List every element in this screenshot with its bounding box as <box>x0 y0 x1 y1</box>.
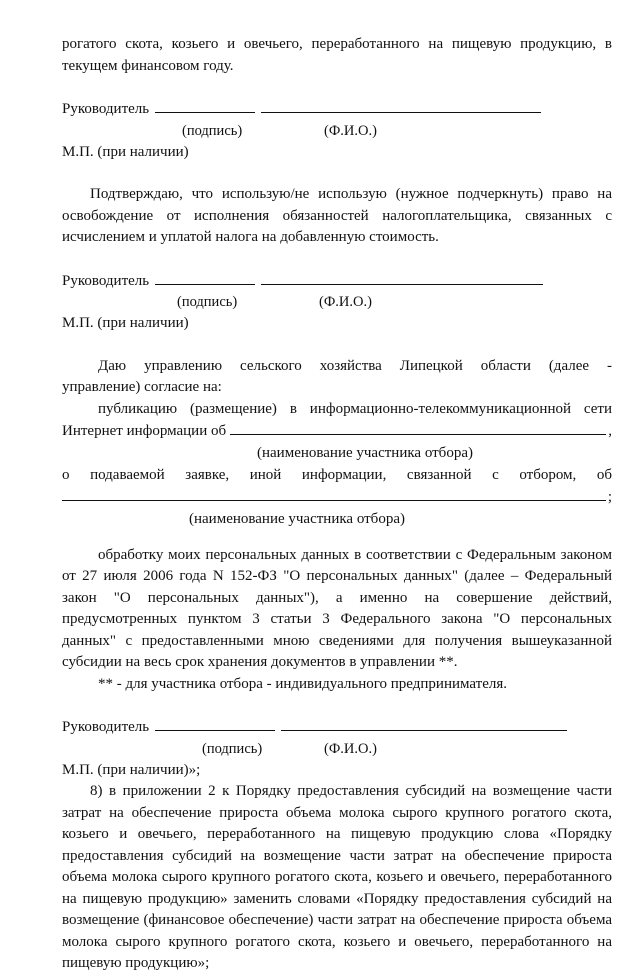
publication-line-2-end: , <box>608 423 612 439</box>
paragraph-processing: обработку моих персональных данных в соответствии с Федеральным законом от 27 июля 2006 года N 152-ФЗ "О персональных данных" (далее – Федеральный закон "О персональных данных"), а именно на совершение действий, предусмотренных пунктом 3 статьи 3 Федерального закона "О персональных данных" с предоставленными мною сведениями для получения вышеуказанной субсидии на весь срок хранения документов в управлении **. <box>62 546 612 670</box>
spacer <box>62 531 612 545</box>
participant-name-line <box>230 420 606 435</box>
document-page <box>62 34 612 975</box>
spacer <box>62 249 612 270</box>
name-line <box>261 98 541 113</box>
publication-line-1: публикацию (размещение) в информационно-телекоммуникационной сети <box>98 400 612 417</box>
signature-captions-3 <box>62 739 612 760</box>
head-label: Руководитель <box>62 719 150 735</box>
signature-line <box>155 716 275 731</box>
participant-name-line-2 <box>62 486 606 501</box>
name-line <box>261 270 543 285</box>
fio-caption: (Ф.И.О.) <box>319 294 372 310</box>
signature-row-2 <box>62 270 612 293</box>
signature-row-3 <box>62 716 612 739</box>
signature-line <box>155 270 255 285</box>
footnote: ** - для участника отбора - индивидуального предпринимателя. <box>98 675 508 692</box>
fio-caption: (Ф.И.О.) <box>324 122 377 139</box>
spacer <box>62 163 612 184</box>
spacer <box>62 335 612 356</box>
stamp-note: М.П. (при наличии) <box>62 315 189 331</box>
spacer <box>62 77 612 98</box>
consent-line-2: управление) согласие на: <box>62 379 222 395</box>
signature-captions-2 <box>62 292 612 313</box>
stamp-note: М.П. (при наличии) <box>62 143 189 160</box>
publication-line-2-start: Интернет информации об <box>62 423 227 439</box>
fio-caption: (Ф.И.О.) <box>324 740 377 757</box>
signature-line <box>155 98 255 113</box>
name-line <box>281 716 567 731</box>
signature-caption: (подпись) <box>182 122 243 139</box>
publication-line-2 <box>62 420 612 443</box>
paragraph-intro: рогатого скота, козьего и овечьего, переработанного на пищевую продукцию, в текущем финансовом году. <box>62 36 612 74</box>
participant-caption: (наименование участника отбора) <box>189 510 405 527</box>
participant-caption-row-1 <box>62 443 612 465</box>
head-label: Руководитель <box>62 272 150 289</box>
spacer <box>62 695 612 716</box>
participant-caption-row-2 <box>62 509 612 531</box>
paragraph-confirm: Подтверждаю, что использую/не использую (нужное подчеркнуть) право на освобождение от исполнения обязанностей налогоплательщика, связанных с исчислением и уплатой налога на добавленную стоимость. <box>62 186 612 245</box>
participant-caption: (наименование участника отбора) <box>257 444 473 461</box>
consent-line-1: Даю управлению сельского хозяйства Липецкой области (далее - <box>98 357 612 374</box>
head-label: Руководитель <box>62 101 150 117</box>
stamp-note: М.П. (при наличии)»; <box>62 761 201 778</box>
paragraph-item-8: 8) в приложении 2 к Порядку предоставления субсидий на возмещение части затрат на обеспечение прироста объема молока сырого крупного рогатого скота, козьего и овечьего, переработанного на пищевую продукцию слова «Порядку предоставления субсидий на возмещение части затрат на обеспечение прироста объема молока сырого крупного рогатого скота, козьего и овечьего, переработанного на пищевую продукцию» заменить словами «Порядку предоставления субсидий на возмещение (финансовое обеспечение) части затрат на обеспечение прироста объема молока сырого крупного рогатого скота, козьего и овечьего, переработанного на пищевую продукцию»; <box>62 783 612 971</box>
signature-caption: (подпись) <box>202 740 263 757</box>
about-end: ; <box>607 489 612 505</box>
signature-captions-1 <box>62 121 612 142</box>
signature-row-1 <box>62 98 612 121</box>
about-line: о подаваемой заявке, иной информации, связанной с отбором, об <box>62 466 612 483</box>
signature-caption: (подпись) <box>177 294 238 310</box>
about-fill-row <box>62 486 612 509</box>
